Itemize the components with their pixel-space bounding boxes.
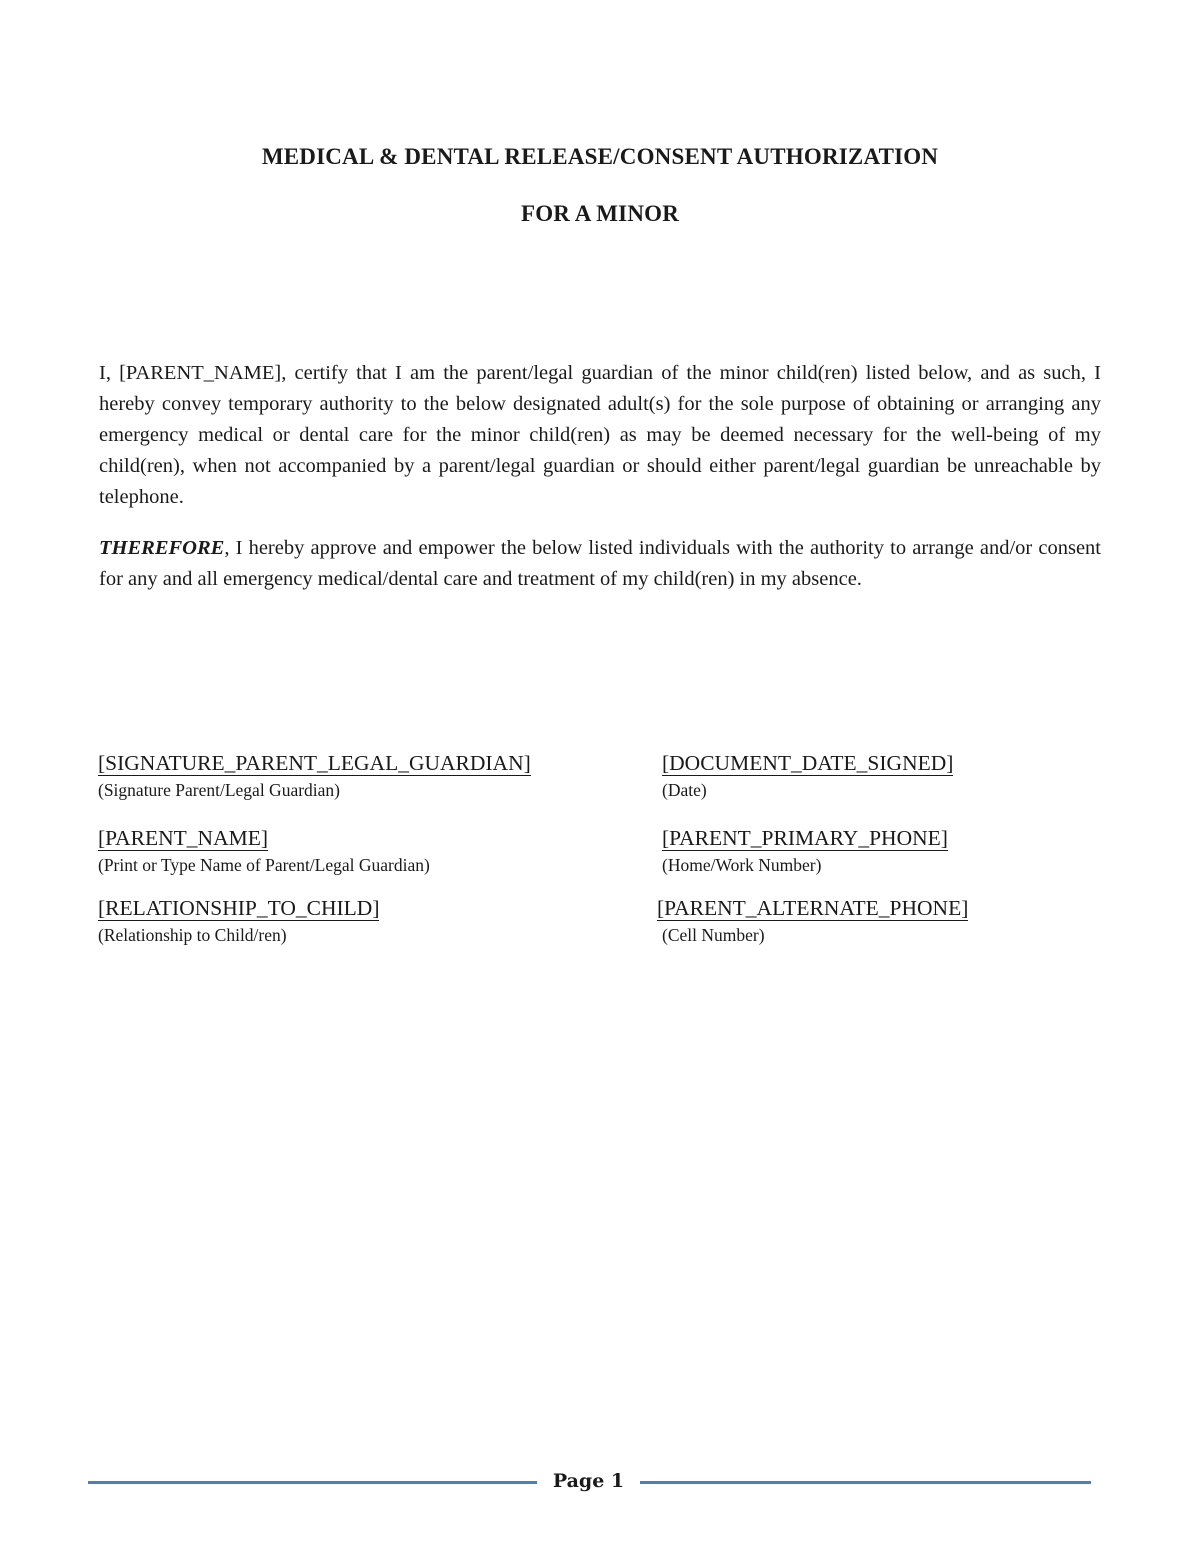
- primary-phone-caption: (Home/Work Number): [662, 855, 822, 875]
- therefore-lead: THEREFORE: [99, 537, 225, 559]
- footer-rule-right: [640, 1481, 1091, 1484]
- relationship-field: [98, 896, 379, 946]
- footer-rule-left: [88, 1481, 537, 1484]
- parent-name-value[interactable]: [PARENT_NAME]: [98, 826, 269, 850]
- primary-phone-field: [662, 826, 948, 876]
- document-title: MEDICAL & DENTAL RELEASE/CONSENT AUTHORIZATION: [261, 144, 939, 169]
- authorization-paragraph: I, [PARENT_NAME], certify that I am the parent/legal guardian of the minor child(ren) listed below, and as such, I hereby convey temporary authority to the below designated adult(s) for the sole purpose of obtaining or arranging any emergency medical or dental care for the minor child(ren) as may be deemed necessary for the well-being of my child(ren), when not accompanied by a parent/legal guardian or should either parent/legal guardian be unreachable by telephone.: [99, 362, 1101, 508]
- date-value[interactable]: [DOCUMENT_DATE_SIGNED]: [662, 751, 954, 775]
- relationship-value[interactable]: [RELATIONSHIP_TO_CHILD]: [98, 896, 380, 920]
- alternate-phone-value[interactable]: [PARENT_ALTERNATE_PHONE]: [657, 896, 969, 920]
- date-caption: (Date): [662, 780, 707, 800]
- signature-field: [98, 751, 531, 801]
- therefore-text: , I hereby approve and empower the below listed individuals with the authority to arrange and/or consent for any and all emergency medical/dental care and treatment of my child(ren) in my absence.: [99, 537, 1101, 590]
- signature-caption: (Signature Parent/Legal Guardian): [98, 780, 340, 800]
- primary-phone-value[interactable]: [PARENT_PRIMARY_PHONE]: [662, 826, 948, 850]
- alternate-phone-caption: (Cell Number): [662, 925, 765, 945]
- therefore-paragraph: [99, 533, 1101, 595]
- page-number: Page 1: [552, 1470, 625, 1492]
- parent-name-caption: (Print or Type Name of Parent/Legal Guardian): [98, 855, 430, 875]
- date-field: [662, 751, 953, 801]
- alternate-phone-field: [657, 896, 968, 946]
- relationship-caption: (Relationship to Child/ren): [98, 925, 287, 945]
- parent-name-field: [98, 826, 430, 876]
- document-subtitle: FOR A MINOR: [520, 201, 680, 226]
- signature-value[interactable]: [SIGNATURE_PARENT_LEGAL_GUARDIAN]: [98, 751, 531, 775]
